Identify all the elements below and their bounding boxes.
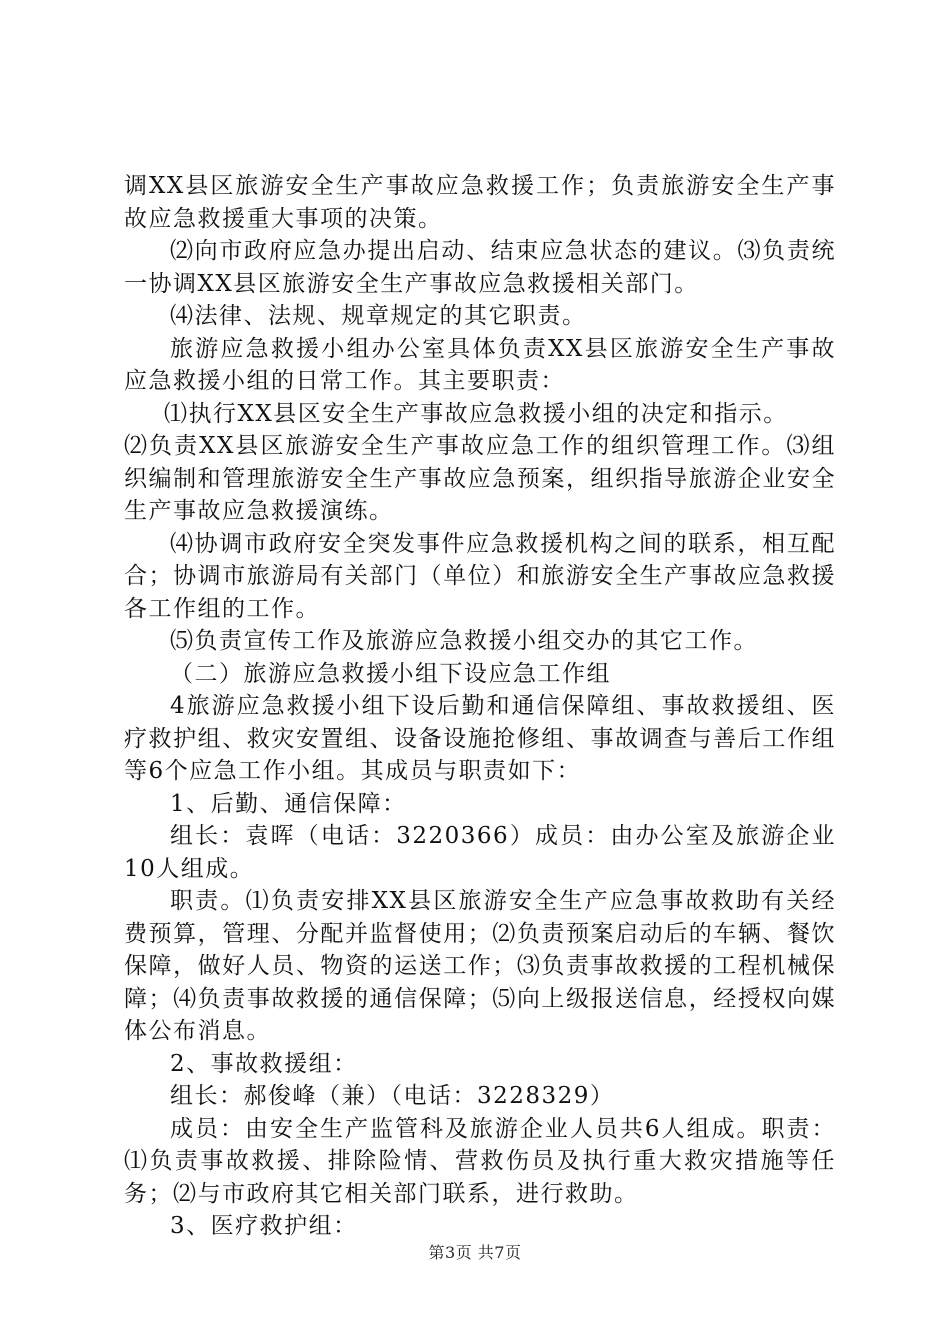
paragraph-logistics-members: 组长：袁晖（电话：3220366）成员：由办公室及旅游企业10人组成。 bbox=[124, 823, 836, 882]
paragraph-office-duty-2-3: ⑵负责XX县区旅游安全生产事故应急工作的组织管理工作。⑶组织编制和管理旅游安全生产事故应急预案，组织指导旅游企业安全生产事故应急救援演练。 bbox=[124, 433, 836, 524]
paragraph-office-intro: 旅游应急救援小组办公室具体负责XX县区旅游安全生产事故应急救援小组的日常工作。其主要职责： bbox=[124, 335, 836, 394]
paragraph-office-duty-1: ⑴执行XX县区安全生产事故应急救援小组的决定和指示。 bbox=[164, 400, 788, 427]
paragraph-duty-2-3: ⑵向市政府应急办提出启动、结束应急状态的建议。⑶负责统一协调XX县区旅游安全生产事故应急救援相关部门。 bbox=[124, 238, 836, 297]
page-number: 第3页 共7页 bbox=[428, 1243, 522, 1262]
document-body bbox=[124, 170, 836, 1243]
paragraph-office-duty-4: ⑷协调市政府安全突发事件应急救援机构之间的联系，相互配合；协调市旅游局有关部门（单位）和旅游安全生产事故应急救援各工作组的工作。 bbox=[124, 530, 836, 622]
paragraph-duty-4: ⑷法律、法规、规章规定的其它职责。 bbox=[170, 303, 587, 329]
paragraph-office-duty-5: ⑸负责宣传工作及旅游应急救援小组交办的其它工作。 bbox=[170, 628, 758, 654]
paragraph-rescue-leader: 组长：郝俊峰（兼）（电话：3228329） bbox=[170, 1083, 615, 1109]
paragraph-rescue-members-duties: 成员：由安全生产监管科及旅游企业人员共6人组成。职责：⑴负责事故救援、排除险情、营救伤员及执行重大救灾措施等任务；⑵与市政府其它相关部门联系，进行救助。 bbox=[124, 1115, 836, 1207]
paragraph-continuation: 调XX县区旅游安全生产事故应急救援工作；负责旅游安全生产事故应急救援重大事项的决策。 bbox=[124, 173, 836, 232]
section-heading: （二）旅游应急救援小组下设应急工作组 bbox=[170, 660, 611, 687]
subheading-logistics: 1、后勤、通信保障： bbox=[170, 790, 407, 817]
paragraph-workgroups-intro: 4旅游应急救援小组下设后勤和通信保障组、事故救援组、医疗救护组、救灾安置组、设备设施抢修组、事故调查与善后工作组等6个应急工作小组。其成员与职责如下： bbox=[124, 693, 836, 784]
subheading-medical: 3、医疗救护组： bbox=[170, 1213, 358, 1239]
paragraph-logistics-duties: 职责。⑴负责安排XX县区旅游安全生产应急事故救助有关经费预算，管理、分配并监督使用；⑵负责预案启动后的车辆、餐饮保障，做好人员、物资的运送工作；⑶负责事故救援的工程机械保障；⑷负责事故救援的通信保障；⑸向上级报送信息，经授权向媒体公布消息。 bbox=[124, 888, 836, 1044]
subheading-rescue: 2、事故救援组： bbox=[170, 1050, 358, 1077]
